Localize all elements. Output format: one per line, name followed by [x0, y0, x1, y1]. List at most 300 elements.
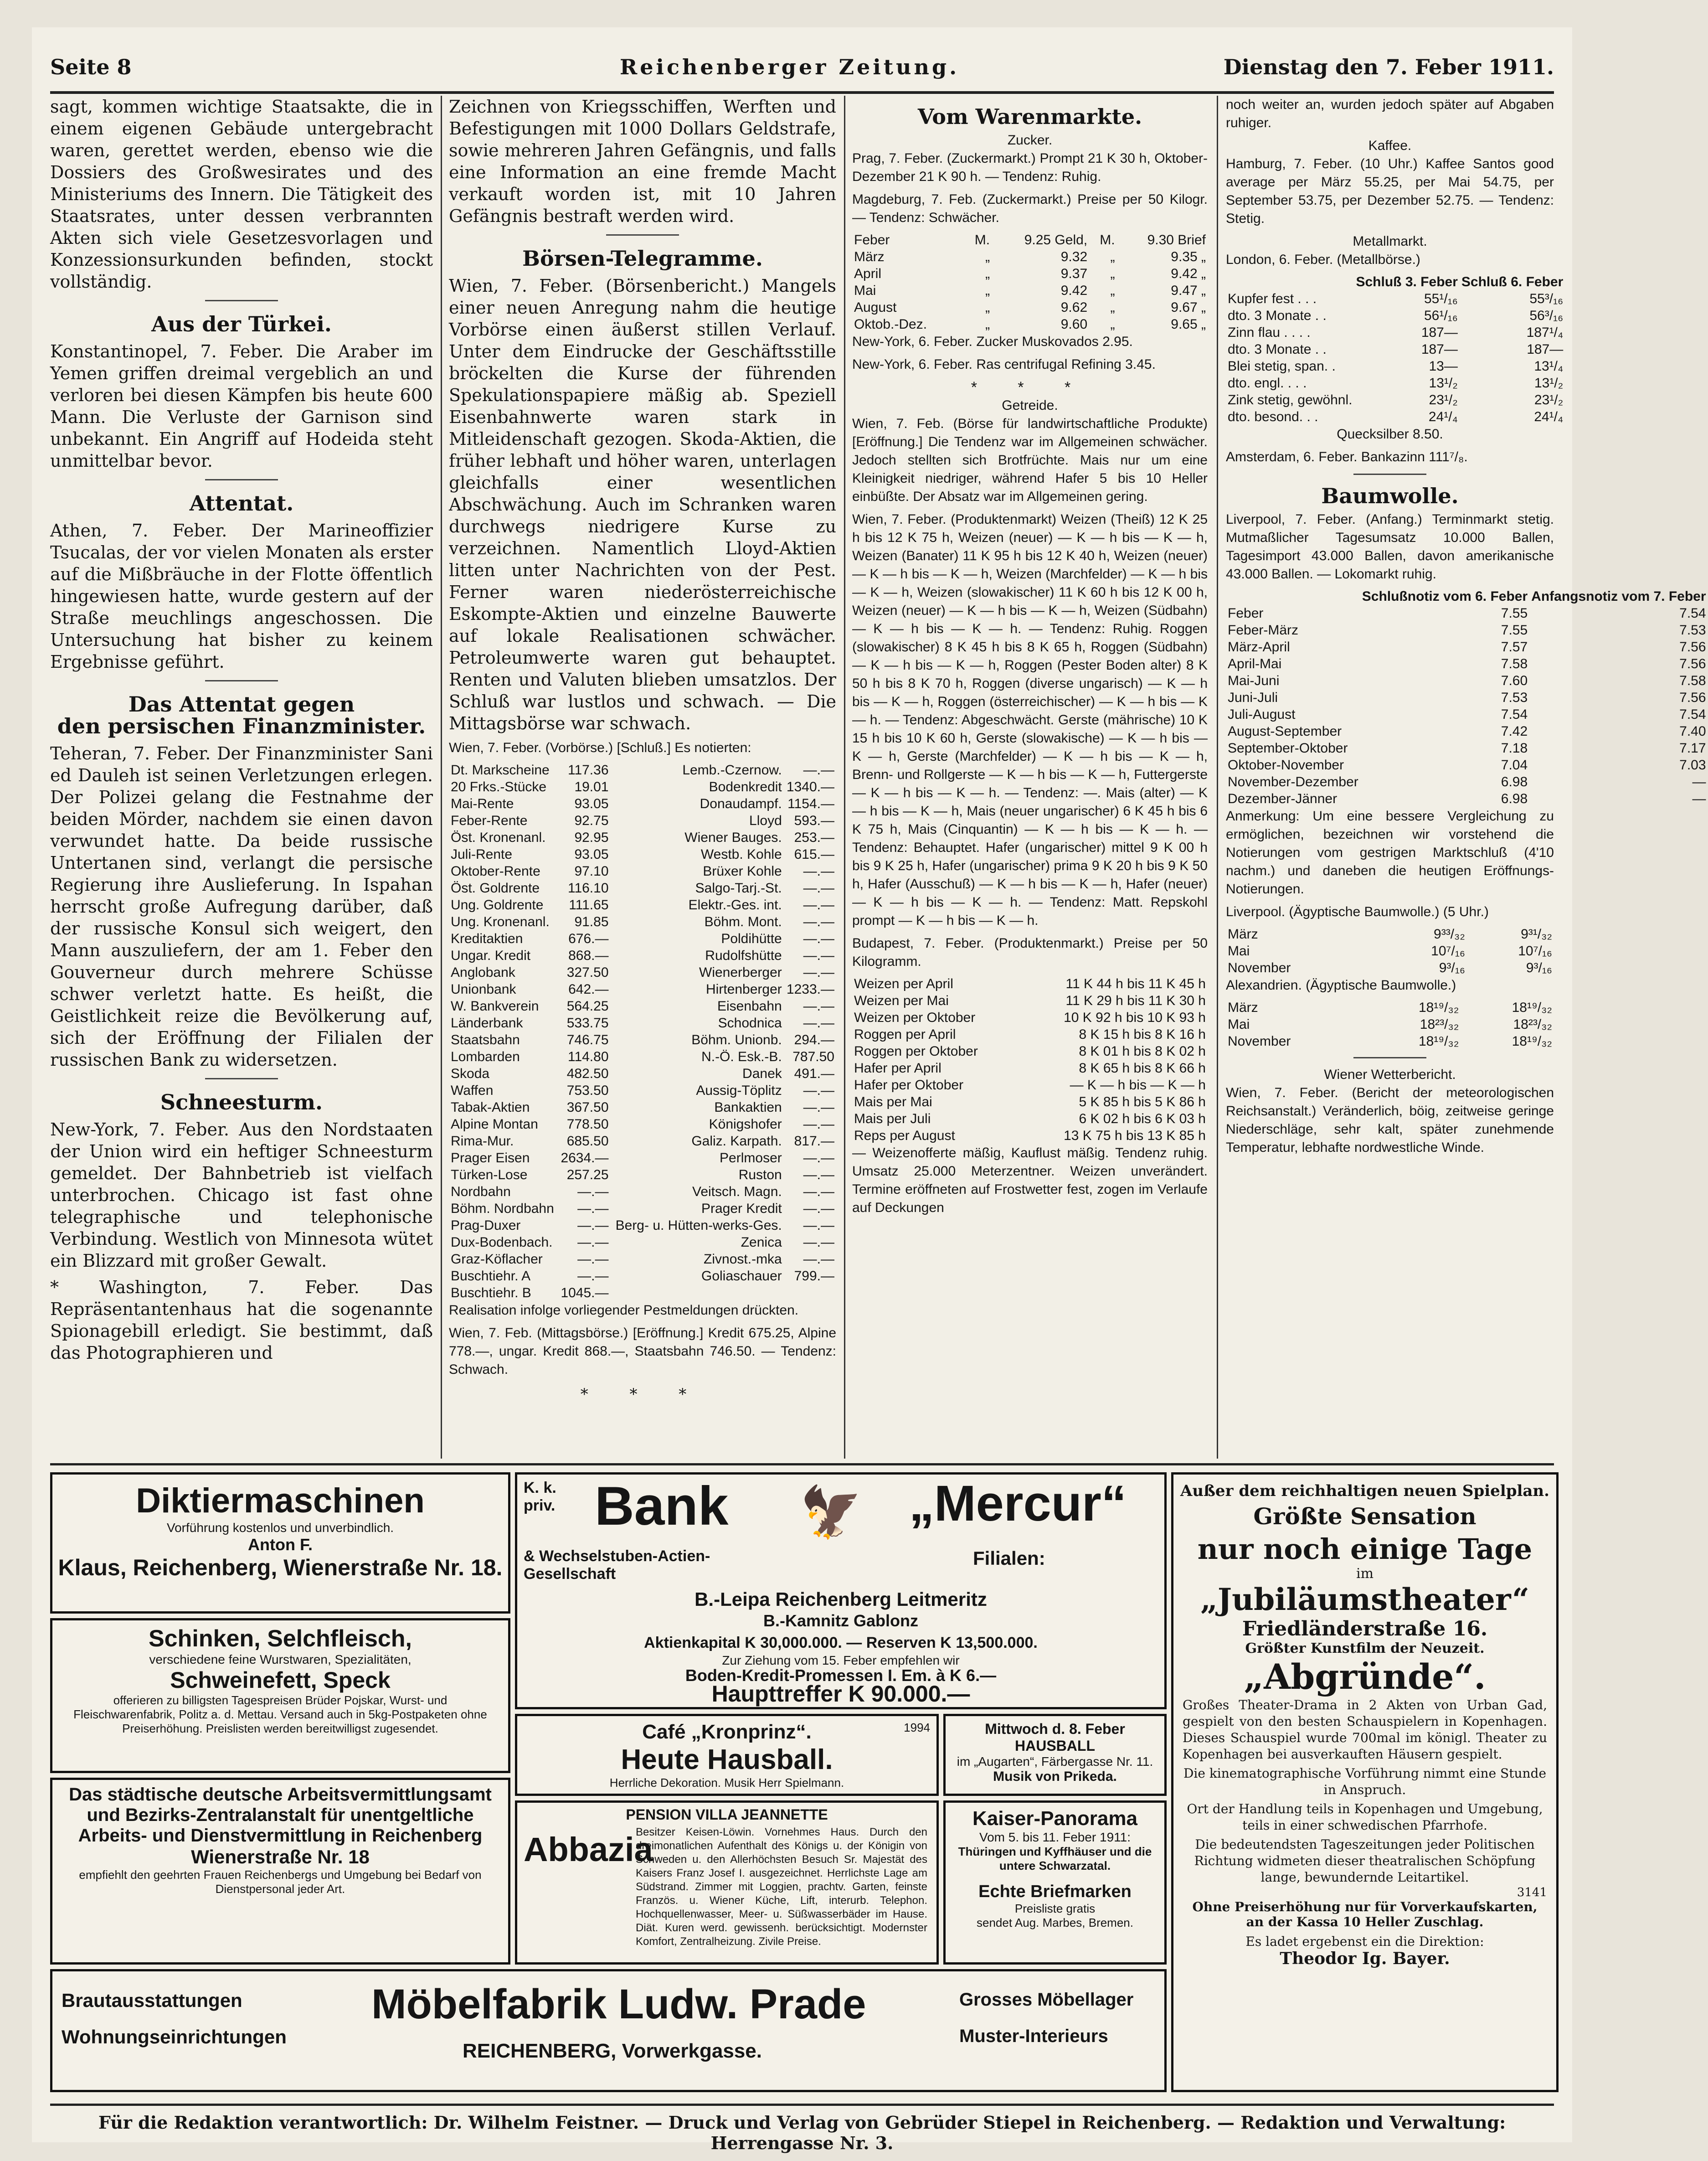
table-cell: 7.58 [1501, 656, 1528, 671]
article-heading: Aus der Türkei. [151, 312, 332, 336]
table-cell: 746.75 [566, 1032, 609, 1047]
table-cell: 56³/₁₆ [1529, 308, 1564, 323]
separator [205, 300, 278, 301]
table-cell: 19.01 [574, 779, 609, 794]
grain-row [852, 992, 1208, 1009]
table-cell: Mais per Mai [854, 1094, 932, 1109]
table-cell: Anglobank [451, 965, 515, 980]
table-cell: —.— [577, 1218, 609, 1233]
table-cell: —.— [577, 1201, 609, 1216]
stock-row [449, 812, 836, 829]
cotton-row [1226, 1033, 1554, 1050]
table-cell: Böhm. Unionb. [691, 1032, 782, 1047]
stock-row [449, 846, 836, 863]
table-cell: Prag-Duxer [451, 1218, 521, 1233]
table-cell: N.-Ö. Esk.-B. [701, 1049, 782, 1064]
market-paragraph: Wien, 7. Feber. (Bericht der meteorologischen Reichsanstalt.) Veränderlich, böig, zeitweise geringe Niederschläge, sehr kalt, später zunehmende Temperatur, lebhafte nordwestliche Winde. [1226, 1085, 1554, 1155]
ad-title: Schweinefett, Speck [170, 1667, 391, 1693]
cotton-row [1226, 706, 1708, 723]
table-cell: 1340.— [786, 779, 834, 794]
table-cell: dto. engl. . . . [1228, 376, 1307, 391]
sugar-row [852, 248, 1208, 265]
table-cell: Juli-August [1228, 707, 1296, 722]
grain-row [852, 1077, 1208, 1093]
market-paragraph: noch weiter an, wurden jedoch später auf Abgaben ruhiger. [1226, 97, 1554, 130]
stock-row [449, 880, 836, 897]
metal-row [1226, 408, 1565, 425]
table-cell: Oktober-November [1228, 758, 1344, 773]
table-cell: 55³/₁₆ [1529, 291, 1564, 306]
table-cell: Skoda [451, 1066, 490, 1081]
article-paragraph: Realisation infolge vorliegender Pestmeldungen drückten. [449, 1303, 799, 1318]
issue-date: Dienstag den 7. Feber 1911. [1223, 55, 1554, 79]
table-cell: 7.54 [1501, 707, 1528, 722]
table-cell: 7.55 [1501, 623, 1528, 638]
ad-text: Theodor Ig. Bayer. [1280, 1949, 1450, 1968]
stock-row [449, 947, 836, 964]
table-cell: Westb. Kohle [700, 847, 782, 862]
table-cell: 676.— [568, 931, 609, 946]
table-cell: „ [985, 283, 990, 298]
column-4 [1226, 96, 1706, 1459]
table-cell: 778.50 [566, 1117, 609, 1132]
ad-diktiermaschinen [50, 1472, 510, 1614]
article-paragraph: Athen, 7. Feber. Der Marineoffizier Tsucalas, der vor vielen Monaten als erster auf die Mißbräuche in der Flotte öffentlich hingewiesen hatte, wurde gestern auf der Straße meuchlings angeschossen. Die Untersuchung hat bisher zu keinem Ergebnisse geführt. [50, 521, 433, 672]
article-paragraph: Wien, 7. Feber. (Börsenbericht.) Mangels einer neuen Anregung nahm die heutige Vorbörse einen äußerst stillen Verlauf. Unter dem Eindrucke der Geschäftsstille bröckelten die Kurse der führenden Spekulationspapiere mäßig ab. Speziell Eisenbahnwerte waren stark in Mitleidenschaft gezogen. Skoda-Aktien, die früher lebhaft und höher waren, unterlagen gleichfalls einer wesentlichen Abschwächung. Auch im Schranken waren durchwegs niedrigere Kurse zu verzeichnen. Namentlich Lloyd-Aktien litten unter Nachrichten von der Pest. Ferner waren niederösterreichische Eskompte-Aktien und einzelne Bauwerte auf lokale Realisationen schwächer. Petroleumwerte waren gut behauptet. Renten und Valuten blieben umsatzlos. Der Schluß war lustlos und schwach. — Die Mittagsbörse war schwach. [449, 276, 836, 733]
stars-divider: * * * [971, 379, 1089, 396]
table-cell: Eisenbahn [717, 999, 782, 1014]
table-cell: 787.50 [792, 1049, 834, 1064]
table-cell: — [1692, 791, 1706, 806]
table-cell: 9.25 Geld, [1024, 232, 1088, 248]
table-cell: Poldihütte [721, 931, 782, 946]
ad-text: REICHENBERG, Vorwerkgasse. [463, 2040, 762, 2062]
table-cell: Waffen [451, 1083, 494, 1098]
table-cell: 7.56 [1679, 640, 1706, 655]
table-cell: 13¹/₂ [1429, 376, 1458, 391]
table-cell: 9³³/₃₂ [1434, 927, 1465, 942]
table-cell: 11 K 44 h bis 11 K 45 h [1065, 976, 1206, 991]
table-cell: September-Oktober [1228, 741, 1348, 756]
article-paragraph: * Washington, 7. Feber. Das Repräsentantenhaus hat die sogenannte Spionagebill erledigt. Sie bestimmt, daß das Photographieren und [50, 1277, 433, 1363]
table-cell: Länderbank [451, 1016, 523, 1031]
table-cell: Galiz. Karpath. [691, 1134, 782, 1149]
table-cell: 1233.— [786, 982, 834, 997]
table-cell: Mai [1228, 944, 1250, 959]
table-cell: 9.47 „ [1171, 283, 1206, 298]
table-cell: 10⁷/₁₆ [1431, 944, 1465, 959]
table-cell [784, 1284, 836, 1301]
table-cell: 685.50 [566, 1134, 609, 1149]
table-cell: 11 K 29 h bis 11 K 30 h [1065, 993, 1206, 1008]
section-heading: Vom Warenmarkte. [917, 104, 1142, 129]
ad-text: im [1356, 1566, 1374, 1582]
table-cell: 8 K 01 h bis 8 K 02 h [1079, 1044, 1206, 1059]
market-paragraph: Wien, 7. Feb. (Börse für landwirtschaftliche Produkte) [Eröffnung.] Die Tendenz war im Allgemeinen schwächer. Jedoch stellten sich Brotfrüchte. Mais nur um eine Kleinigkeit niedriger, während Hafer 5 bis 10 Heller einbüßte. Der Absatz war im Allgemeinen gering. [852, 416, 1208, 504]
ad-text: & Wechselstuben-Actien-Gesellschaft [524, 1547, 710, 1583]
cotton-table [1226, 588, 1708, 807]
table-cell: November [1228, 1034, 1291, 1049]
table-cell: Zenica [741, 1235, 782, 1250]
column-2 [449, 96, 836, 1459]
ad-text: Filialen: [973, 1547, 1045, 1569]
grain-row [852, 1009, 1208, 1026]
table-cell: —.— [577, 1184, 609, 1199]
subheading: Metallmarkt. [1353, 234, 1427, 249]
table-cell: Unionbank [451, 982, 516, 997]
table-cell: Feber [854, 232, 890, 248]
table-cell: Bankaktien [714, 1100, 782, 1115]
ad-text: Größter Kunstfilm der Neuzeit. [1245, 1640, 1485, 1656]
ad-text: Herrliche Dekoration. Musik Herr Spielmann. [609, 1776, 844, 1790]
ad-text: Thüringen und Kyffhäuser und die untere Schwarzatal. [958, 1845, 1152, 1872]
ad-text: Brautausstattungen [62, 1990, 242, 2011]
table-cell: 18²³/₃₂ [1513, 1017, 1552, 1032]
table-cell: Perlmoser [720, 1150, 782, 1166]
table-cell: 97.10 [574, 864, 609, 879]
table-cell: „ [985, 266, 990, 281]
cotton-row [1226, 943, 1554, 959]
table-cell: 9.42 [1060, 283, 1088, 298]
table-cell: 6.98 [1501, 791, 1528, 806]
table-cell: Juli-Rente [451, 847, 513, 862]
ad-bank-mercur [515, 1472, 1167, 1709]
ad-title: Größte Sensation [1253, 1503, 1476, 1530]
table-cell: —.— [577, 1235, 609, 1250]
table-cell: —.— [803, 1100, 834, 1115]
table-cell: Wiener Bauges. [684, 830, 782, 845]
table-cell: 7.54 [1679, 707, 1706, 722]
table-cell: 7.18 [1501, 741, 1528, 756]
table-cell: Schodnica [718, 1016, 782, 1031]
table-cell: Wienerberger [699, 965, 782, 980]
ad-code: 1994 [904, 1721, 930, 1734]
metal-row [1226, 307, 1565, 324]
table-cell: Nordbahn [451, 1184, 511, 1199]
table-cell: —.— [803, 1117, 834, 1132]
table-cell: Oktober-Rente [451, 864, 540, 879]
table-cell: Mais per Juli [854, 1111, 931, 1126]
stock-row [449, 779, 836, 795]
ad-text: Preisliste gratis [1014, 1902, 1096, 1915]
table-cell: M. [1100, 232, 1115, 248]
article-paragraph: Wien, 7. Feber. (Vorbörse.) [Schluß.] Es notierten: [449, 740, 751, 755]
page-number: Seite 8 [50, 55, 132, 79]
table-cell: 9³/₁₆ [1439, 960, 1465, 975]
table-cell: 7.56 [1679, 690, 1706, 705]
table-cell: Juni-Juli [1228, 690, 1278, 705]
page-header [50, 36, 1554, 94]
table-cell: 257.25 [566, 1167, 609, 1182]
table-cell: 8 K 65 h bis 8 K 66 h [1079, 1061, 1206, 1076]
article-heading: Das Attentat gegen [128, 692, 355, 717]
table-cell: 92.75 [574, 813, 609, 828]
table-cell: dto. besond. . . [1228, 409, 1318, 424]
table-cell: November [1228, 960, 1291, 975]
table-cell: 18¹⁹/₃₂ [1512, 1000, 1552, 1015]
table-cell: 868.— [568, 948, 609, 963]
ad-text: Ohne Preiserhöhung nur für Vorverkaufskarten, an der Kassa 10 Heller Zuschlag. [1192, 1899, 1538, 1929]
ad-title: Haupttreffer K 90.000.— [711, 1681, 970, 1707]
metal-table [1226, 273, 1565, 425]
table-cell: —.— [803, 965, 834, 980]
stock-row [449, 964, 836, 981]
article-paragraph: Wien, 7. Feb. (Mittagsbörse.) [Eröffnung.] Kredit 675.25, Alpine 778.—, ungar. Kredit 868.—, Staatsbahn 746.50. — Tendenz: Schwach. [449, 1325, 836, 1377]
stock-row [449, 1166, 836, 1183]
table-cell: 187— [1421, 342, 1458, 357]
table-cell: Zinn flau . . . . [1228, 325, 1311, 340]
table-cell: Türken-Lose [451, 1167, 528, 1182]
market-paragraph: Prag, 7. Feber. (Zuckermarkt.) Prompt 21 K 30 h, Oktober-Dezember 21 K 90 h. — Tendenz: Ruhig. [852, 151, 1208, 184]
ad-title: Möbelfabrik Ludw. Prade [371, 1981, 866, 2027]
table-cell: Öst. Goldrente [451, 881, 540, 896]
market-paragraph: Anmerkung: Um eine bessere Vergleichung zu ermöglichen, bezeichnen wir vorstehend die Notierungen vom gestrigen Marktschluß (4'10 nachm.) und daneben die heutigen Eröffnungs-Notierungen. [1226, 809, 1554, 897]
ad-text: im „Augarten“, Färbergasse Nr. 11. [957, 1754, 1153, 1769]
table-cell: Lemb.-Czernow. [682, 763, 782, 778]
table-cell: Ung. Kronenanl. [451, 914, 550, 929]
table-cell: 7.03 [1679, 758, 1706, 773]
table-cell: 9.62 [1060, 300, 1088, 315]
table-cell: Staatsbahn [451, 1032, 520, 1047]
sugar-row [852, 282, 1208, 299]
table-cell: 93.05 [574, 796, 609, 811]
stock-row [449, 1150, 836, 1166]
table-header: Anfangsnotiz vom 7. Feber [1531, 589, 1706, 604]
table-cell: 7.53 [1501, 690, 1528, 705]
column-rule [1217, 96, 1218, 1459]
article-paragraph: sagt, kommen wichtige Staatsakte, die in einem eigenen Gebäude untergebracht waren, gerettet werden, ebenso wie die Dossiers des Großwesirates und des Ministeriums des Innern. Die Tätigkeit des Staatsrates, unter dessen verbrannten Akten sich viele Gesetzesvorlagen und Konzessionsurkunden befinden, stockt vollständig. [50, 97, 433, 292]
cotton-row [1226, 790, 1708, 807]
market-paragraph: Wien, 7. Feber. (Produktenmarkt) Weizen (Theiß) 12 K 25 h bis 12 K 75 h, Weizen (neuer) — K — h bis — K — h, Weizen (Banater) 11 K 95 h bis 12 K 40 h, Weizen (neuer) — K — h bis — K — h, Weizen (Marchfelder) — K — h bis — K — h, Weizen (slowakischer) 11 K 60 h bis 12 K 00 h, Weizen (neuer) — K — h bis — K — h, Weizen (Südbahn) — K — h bis — K — h. — Tendenz: Ruhig. Roggen (slowakischer) 8 K 45 h bis 8 K 65 h, Roggen (Südbahn) — K — h bis — K — h, Roggen (Pester Boden alter) 8 K 50 h bis 8 K 70 h, Roggen (diverse ungarisch) — K — h bis — K — h, Roggen (österreichischer) — K — h bis — K — h. — Tendenz: Abgeschwächt. Gerste (mährische) 10 K 15 h bis 10 K 60 h, Gerste (slowakische) — K — h bis — K — h, Gerste (Marchfelder) — K — h bis — K — h, Brenn- und Rollgerste — K — h bis — K — h, Futtergerste — K — h bis — K — h. — Tendenz: —. Mais (alter) — K — h bis — K — h, Mais (neuer ungarischer) 6 K 45 h bis 6 K 75 h, Mais (Cinquantin) — K — h bis — K — h. — Tendenz: Behauptet. Hafer (ungarischer) mittel 9 K 00 h bis 9 K 25 h, Hafer (ungarischer) prima 9 K 20 h bis 9 K 50 h, Hafer (Ausschuß) — K — h bis — K — h, Hafer (neuer) — K — h bis — K — h. — Tendenz: Matt. Repskohl prompt — K — h bis — K — h. [852, 512, 1208, 928]
sugar-row [852, 299, 1208, 316]
table-cell: Dt. Markscheine [451, 763, 550, 778]
separator [1353, 474, 1426, 475]
stock-row [449, 863, 836, 880]
stock-row [449, 762, 836, 779]
cotton-row [1226, 672, 1708, 689]
table-cell: Oktob.-Dez. [854, 317, 927, 332]
metal-row [1226, 375, 1565, 392]
table-cell: 7.60 [1501, 673, 1528, 688]
table-cell: Tabak-Aktien [451, 1100, 530, 1115]
market-paragraph: Quecksilber 8.50. [1337, 427, 1443, 442]
grain-row [852, 975, 1208, 992]
table-cell: Alpine Montan [451, 1117, 538, 1132]
table-cell: Ungar. Kredit [451, 948, 531, 963]
article-paragraph: New-York, 7. Feber. Aus den Nordstaaten der Union wird ein heftiger Schneesturm gemeldet. Der Bahnbetrieb ist vielfach unterbrochen. Chicago ist fast ohne telegraphische und telephonische Verbindung. Westlich von Minnesota wütet ein Blizzard mit großer Gewalt. [50, 1119, 433, 1271]
table-cell: 642.— [568, 982, 609, 997]
table-cell: 116.10 [567, 881, 609, 896]
table-cell: April [854, 266, 882, 281]
cotton-row [1226, 622, 1708, 639]
table-cell: 111.65 [569, 897, 609, 913]
table-cell: 7.57 [1501, 640, 1528, 655]
table-cell: März [1228, 927, 1258, 942]
metal-row [1226, 290, 1565, 307]
table-cell: —.— [803, 914, 834, 929]
separator [205, 1078, 278, 1079]
table-cell: Veitsch. Magn. [692, 1184, 782, 1199]
stock-row [449, 1032, 836, 1048]
table-cell: 7.17 [1679, 741, 1706, 756]
table-cell: 7.40 [1679, 724, 1706, 739]
table-cell: 8 K 15 h bis 8 K 16 h [1079, 1027, 1206, 1042]
market-paragraph: Hamburg, 7. Feber. (10 Uhr.) Kaffee Santos good average per März 55.25, per Mai 54.75, per September 53.75, per Dezember 52.75. — Tendenz: Stetig. [1226, 156, 1554, 226]
stock-row [449, 1251, 836, 1268]
stock-row [449, 930, 836, 947]
table-cell: 24¹/₄ [1534, 409, 1564, 424]
column-1 [50, 96, 433, 1459]
table-cell: 13 K 75 h bis 13 K 85 h [1064, 1128, 1206, 1143]
table-cell: 9.65 „ [1171, 317, 1206, 332]
table-cell: Kreditaktien [451, 931, 523, 946]
stock-row [449, 1217, 836, 1234]
sugar-row [852, 316, 1208, 333]
table-cell: Aussig-Töplitz [696, 1083, 782, 1098]
market-paragraph: Budapest, 7. Feber. (Produktenmarkt.) Preise per 50 Kilogramm. [852, 936, 1208, 969]
table-cell: 10 K 92 h bis 10 K 93 h [1064, 1010, 1206, 1025]
table-cell: 23¹/₂ [1429, 392, 1458, 407]
ad-text: verschiedene feine Wurstwaren, Spezialitäten, [149, 1652, 412, 1666]
table-header [1226, 588, 1360, 605]
article-paragraph: Konstantinopel, 7. Feber. Die Araber im Yemen griffen dreimal vergeblich an und verloren bei diesen Kämpfen bis heute 600 Mann. Die Verluste der Garnison sind unbekannt. Ein Angriff auf Hodeida steht unmittelbar bevor. [50, 341, 433, 471]
egypt-cotton-table [1226, 926, 1554, 976]
table-cell: —.— [577, 1269, 609, 1284]
table-cell: Blei stetig, span. . [1228, 359, 1336, 374]
table-cell: —.— [803, 999, 834, 1014]
table-cell: 615.— [794, 847, 834, 862]
market-paragraph: Liverpool. (Ägyptische Baumwolle.) (5 Uhr.) [1226, 904, 1489, 919]
cotton-row [1226, 926, 1554, 943]
stock-row [449, 1133, 836, 1150]
table-cell: März [1228, 1000, 1258, 1015]
table-cell: Prager Kredit [701, 1201, 782, 1216]
table-header [1226, 273, 1354, 290]
cotton-row [1226, 655, 1708, 672]
table-cell: 1045.— [561, 1285, 609, 1300]
separator [205, 479, 278, 480]
table-cell: —.— [803, 931, 834, 946]
table-cell: dto. 3 Monate . . [1228, 342, 1327, 357]
table-cell: 753.50 [566, 1083, 609, 1098]
stars-divider: * * * [580, 1385, 705, 1403]
table-cell: Weizen per April [854, 976, 953, 991]
table-cell: 9.30 Brief [1147, 232, 1206, 248]
ad-arbeitsvermittlung [50, 1778, 510, 1965]
ad-text: Wohnungseinrichtungen [62, 2026, 287, 2048]
table-cell: —.— [803, 881, 834, 896]
table-cell: Danek [742, 1066, 782, 1081]
market-paragraph: Amsterdam, 6. Feber. Bankazinn 111⁷/₈. [1226, 449, 1468, 464]
table-cell: Weizen per Oktober [854, 1010, 976, 1025]
table-cell: 7.54 [1679, 606, 1706, 621]
ad-schinken [50, 1618, 510, 1773]
ad-title: „Mercur“ [909, 1475, 1127, 1532]
table-cell: Rudolfshütte [705, 948, 782, 963]
table-cell: 9.42 „ [1171, 266, 1206, 281]
cotton-row [1226, 639, 1708, 655]
table-cell: November-Dezember [1228, 774, 1358, 789]
cotton-row [1226, 689, 1708, 706]
table-cell: Lombarden [451, 1049, 520, 1064]
table-cell: —.— [803, 1252, 834, 1267]
stock-row [449, 913, 836, 930]
ad-title: PENSION VILLA JEANNETTE [626, 1806, 828, 1823]
ad-title: Mittwoch d. 8. Feber HAUSBALL [985, 1721, 1125, 1754]
table-cell: März-April [1228, 640, 1290, 655]
ad-text: Es ladet ergebenst ein die Direktion: [1245, 1934, 1484, 1949]
table-cell: 9.37 [1060, 266, 1088, 281]
table-cell: März [854, 249, 885, 264]
table-cell: 9.67 „ [1171, 300, 1206, 315]
table-cell: 117.36 [567, 763, 609, 778]
table-cell: W. Bankverein [451, 999, 539, 1014]
table-cell: —.— [803, 1201, 834, 1216]
alexandria-cotton-table [1226, 999, 1554, 1050]
table-cell: „ [1110, 317, 1115, 332]
table-cell: 9.32 [1060, 249, 1088, 264]
newspaper-page [32, 27, 1706, 2153]
market-paragraph: New-York, 6. Feber. Zucker Muskovados 2.95. [852, 334, 1133, 349]
table-cell: Mai [854, 283, 876, 298]
table-cell: 799.— [794, 1269, 834, 1284]
column-3 [852, 96, 1208, 1459]
market-paragraph: Alexandrien. (Ägyptische Baumwolle.) [1226, 978, 1456, 993]
stock-row [449, 1015, 836, 1032]
table-cell: —.— [803, 1218, 834, 1233]
table-cell: 20 Frks.-Stücke [451, 779, 547, 794]
table-cell: Mai-Rente [451, 796, 514, 811]
ad-text: Vorführung kostenlos und unverbindlich. [166, 1521, 394, 1535]
table-cell: —.— [803, 1150, 834, 1166]
table-cell: 10⁷/₁₆ [1518, 944, 1552, 959]
stock-row [449, 1200, 836, 1217]
ad-text: Zur Ziehung vom 15. Feber empfehlen wir [722, 1653, 960, 1667]
ad-text: empfiehlt den geehrten Frauen Reichenbergs und Umgebung bei Bedarf von Dienstpersonal jeder Art. [79, 1868, 482, 1896]
stock-table [449, 762, 836, 1301]
ad-text: Boden-Kredit-Promessen I. Em. à K 6.— [685, 1666, 997, 1685]
ad-text: Grosses Möbellager [959, 1990, 1134, 2010]
table-cell: —.— [803, 897, 834, 913]
ad-text: offerieren zu billigsten Tagespreisen Brüder Pojskar, Wurst- und Fleischwarenfabrik, Politz a. d. Mettau. Versand auch in 5kg-Postpaketen ohne Preiserhöhung. Preislisten werden bereitwilligst zugesendet. [73, 1693, 487, 1735]
table-cell: 5 K 85 h bis 5 K 86 h [1079, 1094, 1206, 1109]
ad-title: „Jubiläumstheater“ [1200, 1582, 1530, 1617]
table-cell: April-Mai [1228, 656, 1282, 671]
ad-text: Die bedeutendsten Tageszeitungen jeder Politischen Richtung widmeten dieser theatralischen Schöpfung lange, bewundernde Leitartikel. [1194, 1837, 1536, 1885]
stock-row [449, 998, 836, 1015]
table-cell: 9³¹/₃₂ [1521, 927, 1552, 942]
ad-text: K. k. priv. [524, 1479, 556, 1514]
ad-moebelfabrik [50, 1969, 1167, 2092]
table-cell: Kupfer fest . . . [1228, 291, 1317, 306]
cotton-row [1226, 723, 1708, 740]
table-cell: 9³/₁₆ [1526, 960, 1552, 975]
table-cell: Weizen per Mai [854, 993, 949, 1008]
table-cell: 2634.— [561, 1150, 609, 1166]
table-cell: Hafer per Oktober [854, 1078, 964, 1093]
table-header: Schlußnotiz vom 6. Feber [1362, 589, 1528, 604]
table-cell: 367.50 [566, 1100, 609, 1115]
table-cell: August-September [1228, 724, 1342, 739]
column-rule [441, 96, 442, 1459]
separator [205, 680, 278, 681]
table-cell: dto. 3 Monate . . [1228, 308, 1327, 323]
metal-row [1226, 392, 1565, 408]
stock-row [449, 795, 836, 812]
grain-row [852, 1093, 1208, 1110]
ad-title: Diktiermaschinen [136, 1481, 425, 1520]
ad-hausball [943, 1714, 1167, 1796]
